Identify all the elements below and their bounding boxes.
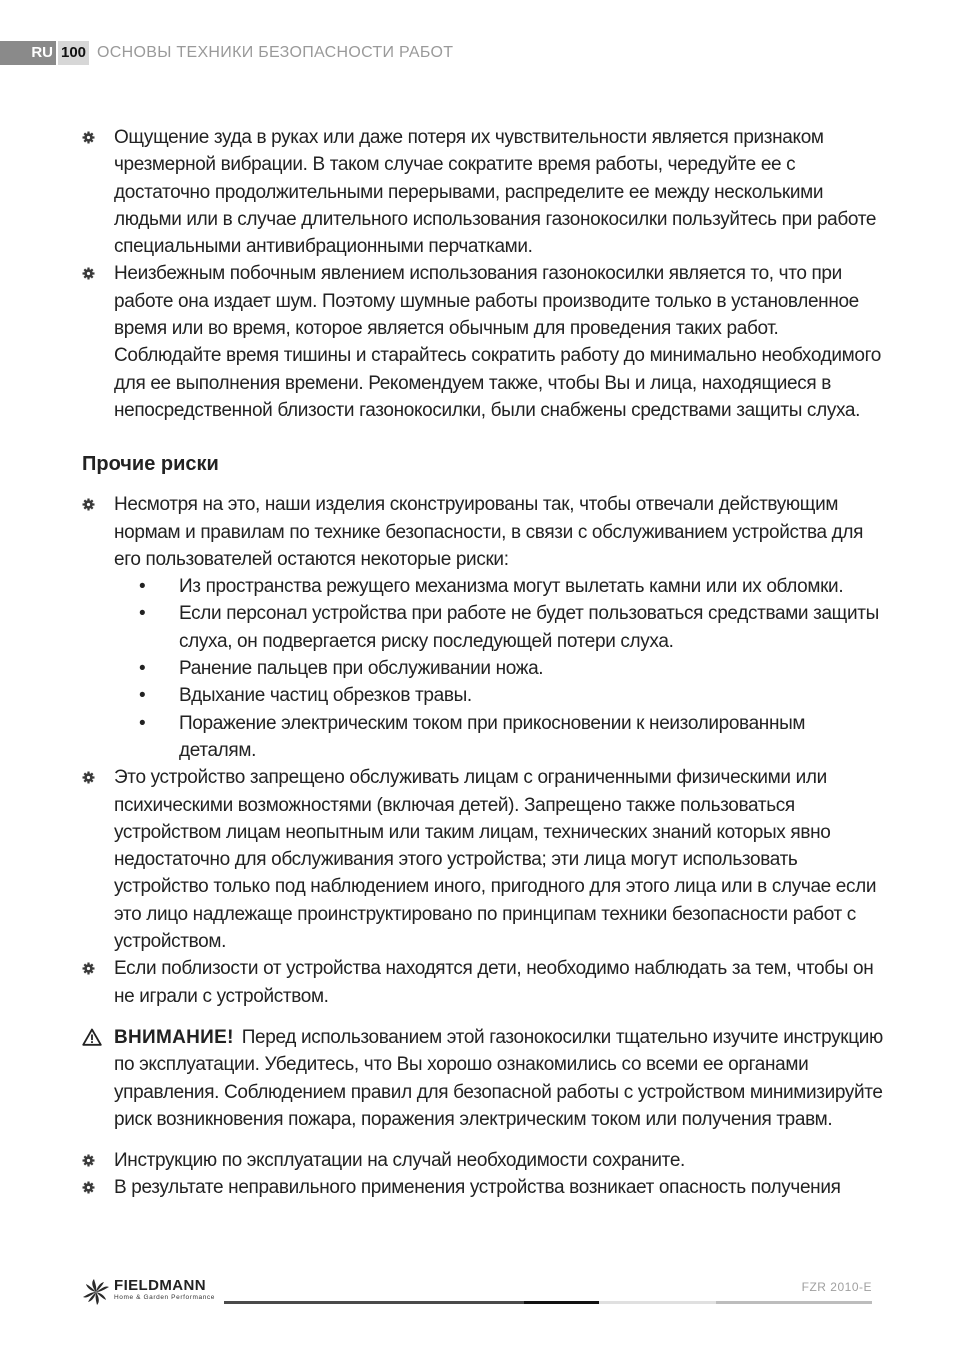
warning-triangle-icon (82, 1028, 102, 1046)
paragraph-text: Инструкцию по эксплуатации на случай необходимости сохраните. (114, 1150, 685, 1172)
sub-list-item (0, 600, 954, 655)
sub-item-text: Вдыхание частиц обрезков травы. (179, 685, 472, 707)
warning-label: ВНИМАНИЕ! (114, 1026, 234, 1048)
paragraph-text: Если поблизости от устройства находятся дети, необходимо наблюдать за тем, чтобы он не играли с устройством. (114, 958, 874, 1007)
bullet-dot: • (139, 658, 146, 680)
footer-rule-dark (224, 1301, 524, 1304)
list-item (0, 955, 954, 1010)
paragraph-text: Это устройство запрещено обслуживать лицам с ограниченными физическими или психическими возможностями (включая детей). Запрещено также пользоваться устройством лицам неопытным или таким лицам, технических знаний которых явно недостаточно для обслуживания этого устройства; эти лица могут использовать устройство только под наблюдением иного, пригодного для этого лица или в случае если это лицо надлежаще проинструктировано по принципам техники безопасности работ с устройством. (114, 767, 877, 953)
page-header (0, 41, 453, 65)
sub-item-text: Поражение электрическим током при прикосновении к неизолированным деталям. (179, 712, 806, 761)
sub-list-item (0, 682, 954, 709)
sub-item-text: Если персонал устройства при работе не будет пользоваться средствами защиты слуха, он подвергается риску последующей потери слуха. (179, 603, 879, 652)
list-item (0, 1174, 954, 1201)
brand-name: FIELDMANN (114, 1277, 206, 1294)
fieldmann-logo-icon (82, 1278, 110, 1306)
model-number: FZR 2010-E (801, 1280, 872, 1294)
warning-text: Перед использованием этой газонокосилки тщательно изучите инструкцию по эксплуатации. Убедитесь, что Вы хорошо ознакомились со всеми ее органами управления. Соблюдением правил для безопасной работы с устройством минимизируйте риск возникновения пожара, поражения электрическим током или получения травм. (114, 1026, 883, 1130)
page-number: 100 (58, 41, 89, 65)
paragraph-text: Ощущение зуда в руках или даже потеря их чувствительности является признаком чрезмерной вибрации. В таком случае сократите время работы, чередуйте ее с достаточно продолжительными перерывами, распределите ее между несколькими людьми или в случае длительного использования газонокосилки пользуйтесь при работе специальными антивибрационными перчатками. (114, 127, 877, 258)
brand-tagline: Home & Garden Performance (114, 1294, 215, 1301)
list-item (0, 124, 954, 260)
section-heading: Прочие риски (82, 453, 219, 476)
paragraph-text: Неизбежным побочным явлением использования газонокосилки является то, что при работе она издает шум. Поэтому шумные работы производите только в установленное время или во время, которое является обычным для проведения таких работ. Соблюдайте время тишины и старайтесь сократить работу до минимально необходимого для ее выполнения времени. Рекомендуем также, чтобы Вы и лица, находящиеся в непосредственной близости газонокосилки, были снабжены средствами защиты слуха. (114, 263, 881, 421)
list-item (0, 764, 954, 955)
footer-rule-black (524, 1301, 599, 1304)
list-item (0, 1147, 954, 1174)
list-item (0, 260, 954, 424)
list-item (0, 491, 954, 573)
gear-bullet-icon (82, 267, 95, 280)
page-content (0, 124, 954, 1202)
bullet-dot: • (139, 712, 146, 734)
sub-list-item (0, 710, 954, 765)
sub-list-item (0, 655, 954, 682)
bullet-dot: • (139, 685, 146, 707)
gear-bullet-icon (82, 771, 95, 784)
paragraph-text: В результате неправильного применения устройства возникает опасность получения (114, 1177, 841, 1199)
gear-bullet-icon (82, 1181, 95, 1194)
gear-bullet-icon (82, 962, 95, 975)
warning-block (0, 1024, 954, 1133)
footer-rule-grey (716, 1301, 872, 1304)
brand-logo (82, 1278, 215, 1306)
section-title: ОСНОВЫ ТЕХНИКИ БЕЗОПАСНОСТИ РАБОТ (97, 44, 454, 61)
sub-item-text: Из пространства режущего механизма могут вылетать камни или их обломки. (179, 576, 844, 598)
gear-bullet-icon (82, 131, 95, 144)
sub-item-text: Ранение пальцев при обслуживании ножа. (179, 658, 544, 680)
bullet-dot: • (139, 603, 146, 625)
sub-list-item (0, 573, 954, 600)
gear-bullet-icon (82, 1154, 95, 1167)
paragraph-text: Несмотря на это, наши изделия сконструированы так, чтобы отвечали действующим нормам и правилам по технике безопасности, в связи с обслуживанием устройства для его пользователей остаются некоторые риски: (114, 494, 864, 570)
language-badge: RU (0, 41, 56, 65)
bullet-dot: • (139, 576, 146, 598)
footer-rule-light (599, 1301, 716, 1304)
gear-bullet-icon (82, 498, 95, 511)
